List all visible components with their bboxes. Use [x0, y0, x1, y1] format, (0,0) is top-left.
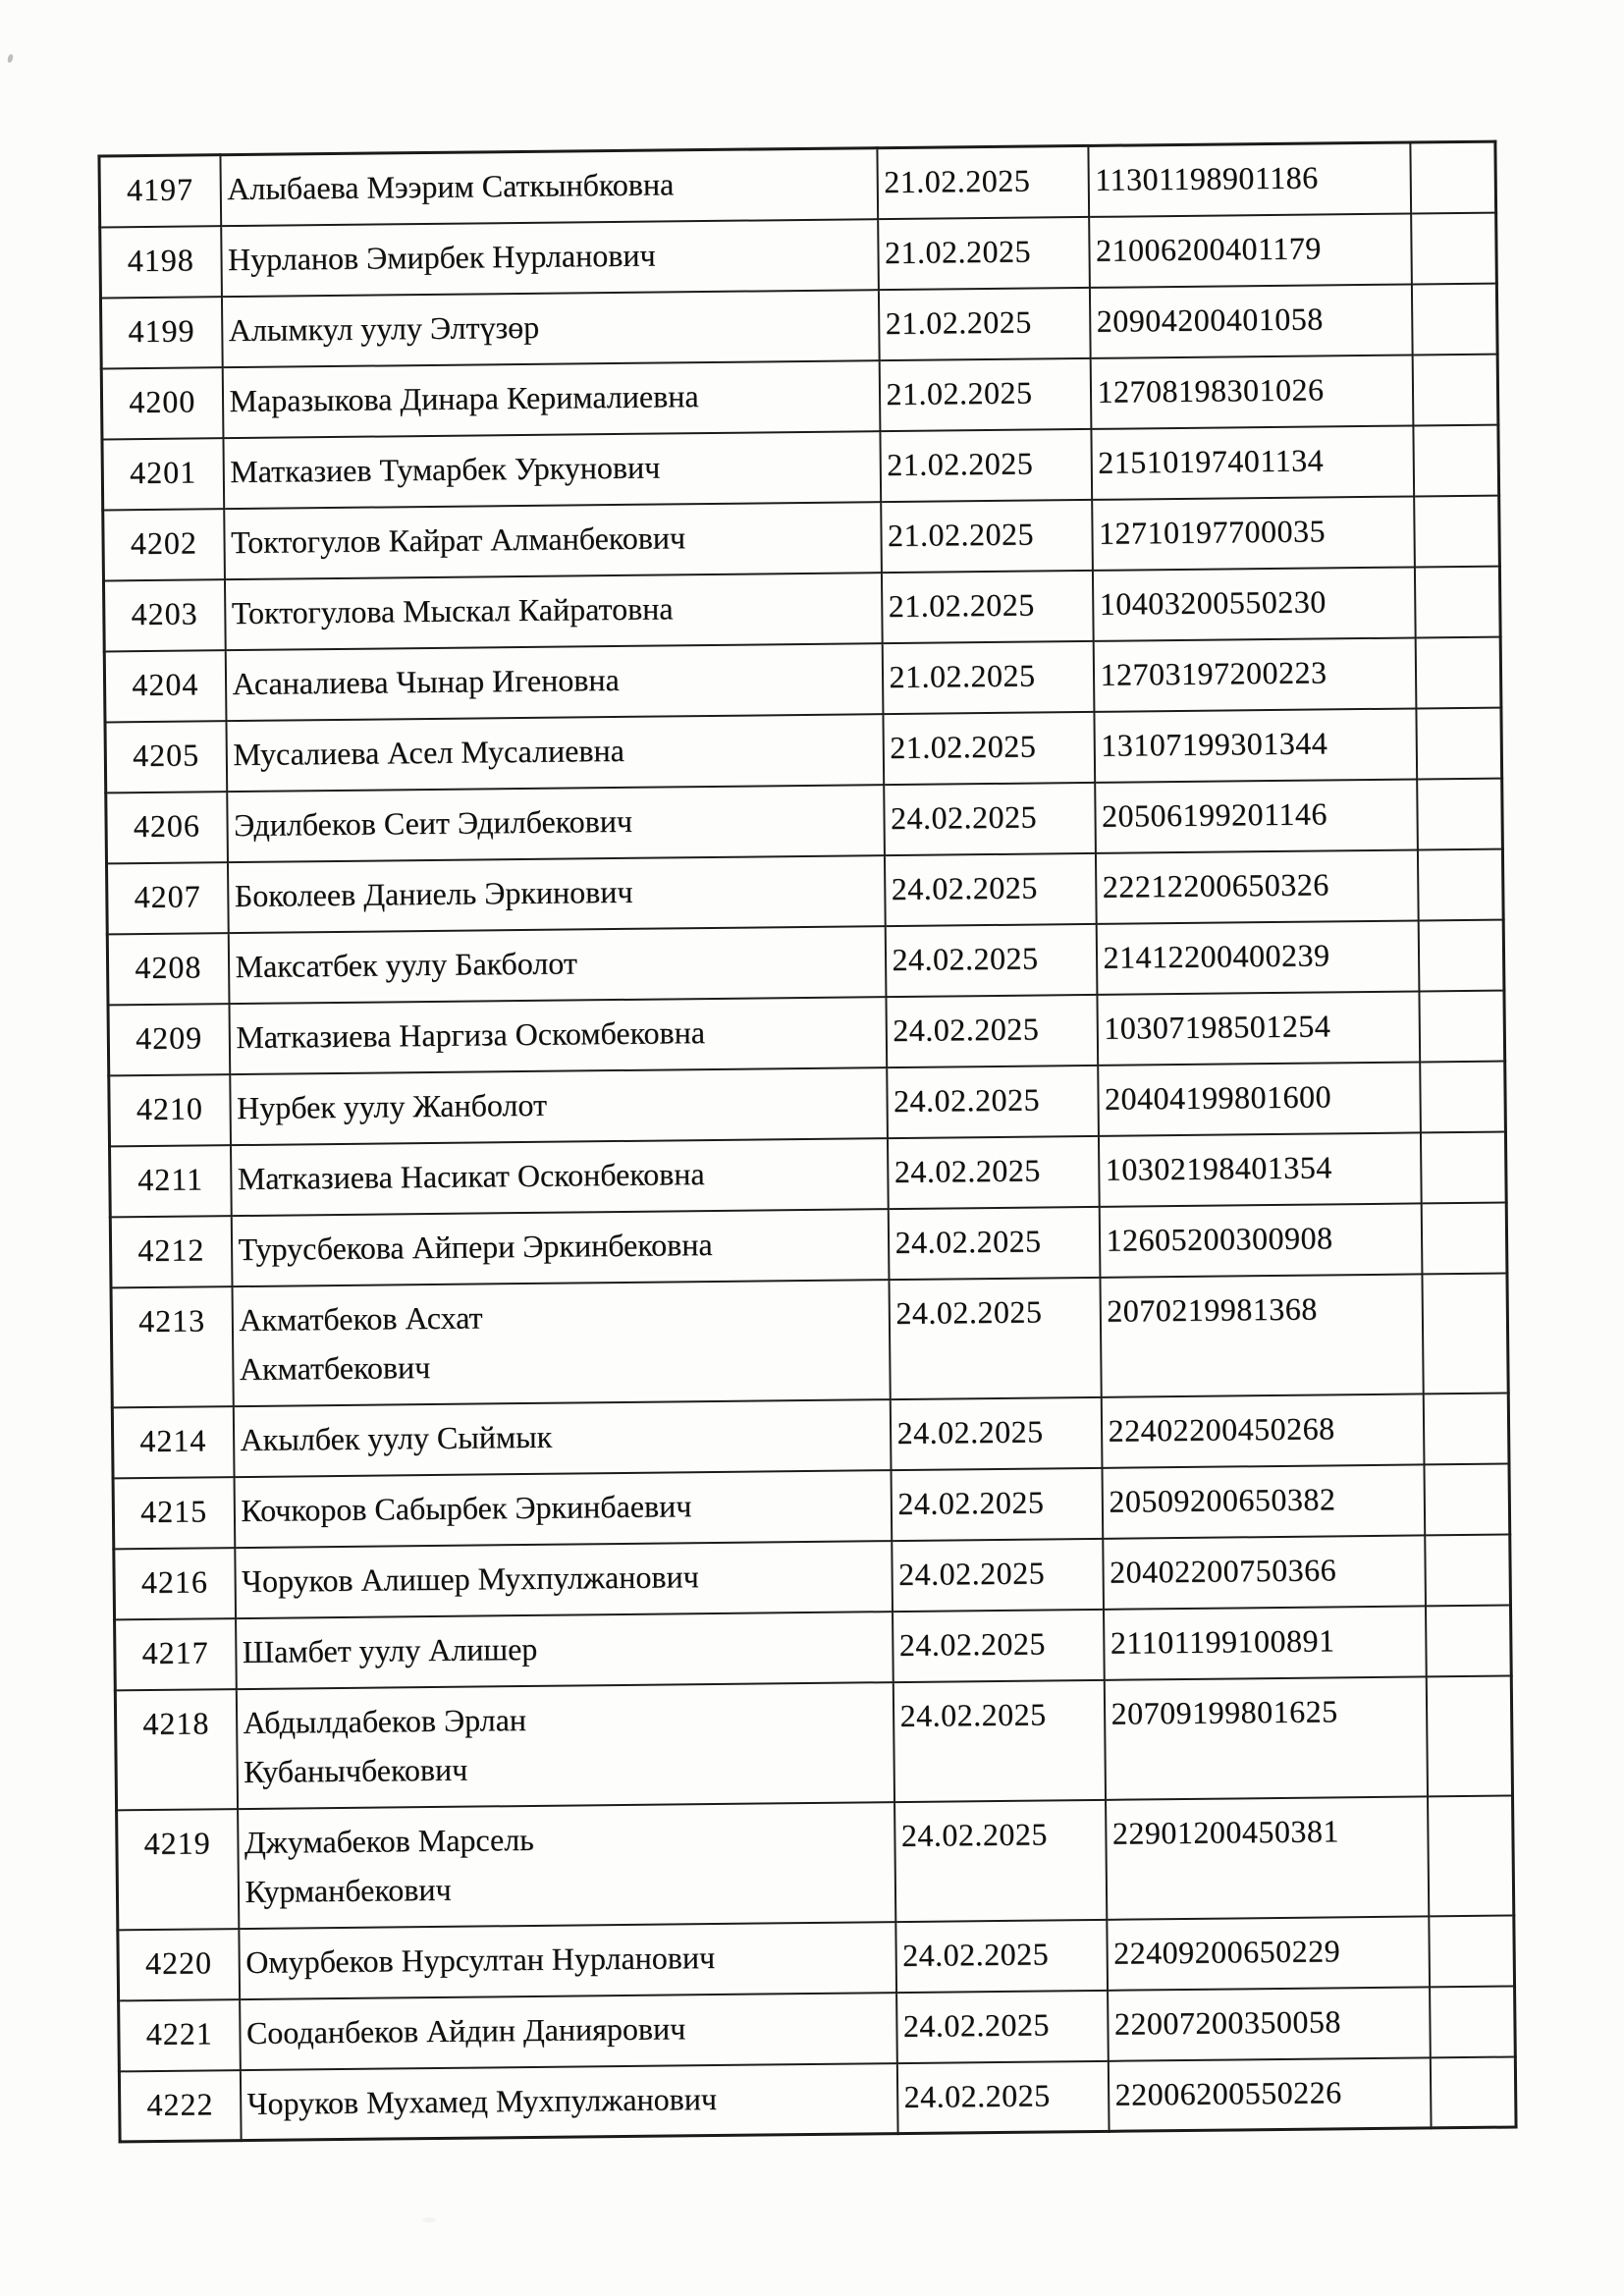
id-number-cell: 20509200650382 — [1102, 1464, 1425, 1538]
row-number-cell: 4222 — [119, 2070, 241, 2142]
name-cell: Матказиев Тумарбек Уркунович — [223, 431, 881, 509]
registry-table — [97, 140, 1517, 2144]
registry-table-wrapper — [97, 140, 1514, 2144]
date-cell: 21.02.2025 — [881, 570, 1093, 642]
empty-cell — [1416, 707, 1502, 779]
empty-cell — [1411, 283, 1497, 355]
empty-cell — [1418, 919, 1504, 991]
row-number-cell: 4216 — [114, 1548, 236, 1619]
id-number-cell: 21510197401134 — [1091, 425, 1414, 499]
date-cell: 21.02.2025 — [880, 428, 1092, 501]
empty-cell — [1421, 1202, 1507, 1274]
row-number-cell: 4205 — [105, 721, 227, 793]
id-number-cell: 10307198501254 — [1097, 991, 1420, 1065]
empty-cell — [1414, 566, 1500, 637]
date-cell: 21.02.2025 — [882, 640, 1094, 713]
name-cell: Матказиева Наргиза Оскомбековна — [229, 997, 887, 1074]
date-cell: 21.02.2025 — [883, 711, 1095, 784]
row-number-cell: 4203 — [103, 579, 225, 651]
empty-cell — [1410, 141, 1496, 213]
name-cell: Максатбек уулу Бакболот — [228, 926, 886, 1004]
empty-cell — [1417, 778, 1503, 849]
id-number-cell: 22402200450268 — [1101, 1394, 1424, 1467]
date-cell: 24.02.2025 — [896, 2060, 1109, 2133]
empty-cell — [1425, 1605, 1511, 1676]
scan-speck — [422, 2217, 436, 2222]
id-number-cell: 12605200300908 — [1099, 1203, 1422, 1277]
row-number-cell: 4219 — [117, 1809, 239, 1930]
empty-cell — [1430, 1986, 1516, 2057]
name-cell: Токтогулов Кайрат Алманбекович — [224, 502, 882, 579]
row-number-cell: 4212 — [110, 1216, 232, 1287]
id-number-cell: 21101199100891 — [1103, 1606, 1426, 1679]
row-number-cell: 4197 — [99, 155, 221, 227]
name-cell: Акылбек уулу Сыймык — [233, 1399, 891, 1477]
empty-cell — [1422, 1273, 1508, 1394]
table-row — [115, 1675, 1512, 1810]
row-number-cell: 4199 — [100, 297, 222, 368]
empty-cell — [1413, 424, 1499, 496]
empty-cell — [1411, 212, 1497, 284]
date-cell: 21.02.2025 — [877, 145, 1089, 218]
id-number-cell: 2070219981368 — [1100, 1274, 1423, 1396]
empty-cell — [1417, 848, 1503, 920]
id-number-cell: 20904200401058 — [1089, 284, 1412, 357]
empty-cell — [1426, 1675, 1512, 1796]
date-cell: 24.02.2025 — [893, 1609, 1105, 1681]
date-cell: 21.02.2025 — [878, 287, 1090, 359]
name-cell: Кочкоров Сабырбек Эркинбаевич — [234, 1470, 892, 1548]
empty-cell — [1419, 990, 1505, 1062]
name-cell: Токтогулова Мыскал Кайратовна — [224, 573, 882, 650]
name-cell: Турусбекова Айпери Эркинбековна — [231, 1209, 889, 1286]
id-number-cell: 13107199301344 — [1094, 708, 1417, 782]
date-cell: 24.02.2025 — [896, 1990, 1109, 2062]
date-cell: 21.02.2025 — [879, 357, 1091, 430]
id-number-cell: 21006200401179 — [1089, 213, 1412, 287]
id-number-cell: 22006200550226 — [1108, 2057, 1431, 2131]
date-cell: 24.02.2025 — [890, 1396, 1102, 1469]
name-cell: Мусалиева Асел Мусалиевна — [226, 714, 884, 792]
row-number-cell: 4209 — [108, 1004, 230, 1075]
empty-cell — [1423, 1393, 1509, 1464]
name-cell: Сооданбеков Айдин Даниярович — [240, 1993, 897, 2070]
name-cell: Нурбек уулу Жанболот — [230, 1067, 888, 1145]
row-number-cell: 4221 — [119, 1999, 241, 2071]
row-number-cell: 4198 — [100, 226, 222, 298]
name-cell: Алыбаева Мээрим Саткынбковна — [220, 148, 878, 226]
id-number-cell: 21412200400239 — [1096, 920, 1419, 994]
name-cell: Чоруков Мухамед Мухпулжанович — [240, 2063, 897, 2141]
date-cell: 24.02.2025 — [889, 1277, 1101, 1398]
table-row — [111, 1273, 1508, 1407]
name-cell: Нурланов Эмирбек Нурланович — [221, 219, 879, 297]
id-number-cell: 12703197200223 — [1093, 637, 1416, 711]
empty-cell — [1415, 636, 1501, 708]
row-number-cell: 4213 — [111, 1286, 233, 1407]
empty-cell — [1430, 2056, 1516, 2128]
scan-speck — [7, 53, 15, 63]
row-number-cell: 4207 — [106, 862, 228, 934]
date-cell: 24.02.2025 — [893, 1679, 1105, 1801]
table-row — [119, 2056, 1516, 2142]
row-number-cell: 4208 — [107, 933, 229, 1005]
id-number-cell: 10302198401354 — [1098, 1132, 1421, 1206]
row-number-cell: 4202 — [103, 509, 225, 580]
date-cell: 24.02.2025 — [887, 1135, 1099, 1208]
name-cell: Шамбет уулу Алишер — [236, 1612, 893, 1689]
id-number-cell: 22212200650326 — [1095, 849, 1418, 923]
name-cell: Омурбеков Нурсултан Нурланович — [239, 1922, 896, 1999]
row-number-cell: 4220 — [118, 1929, 240, 2000]
row-number-cell: 4211 — [110, 1145, 232, 1217]
id-number-cell: 20402200750366 — [1103, 1535, 1426, 1609]
name-cell: Алымкул уулу Элтүзөр — [221, 290, 879, 367]
name-cell: Матказиева Насикат Осконбековна — [231, 1138, 889, 1216]
date-cell: 24.02.2025 — [892, 1538, 1104, 1611]
empty-cell — [1429, 1915, 1515, 1987]
id-number-cell: 10403200550230 — [1092, 567, 1415, 640]
row-number-cell: 4210 — [109, 1074, 231, 1146]
name-cell: Акматбеков Асхат Акматбекович — [232, 1280, 890, 1406]
id-number-cell: 11301198901186 — [1088, 142, 1411, 216]
date-cell: 24.02.2025 — [894, 1799, 1107, 1921]
empty-cell — [1420, 1061, 1506, 1132]
id-number-cell: 20404199801600 — [1098, 1062, 1421, 1135]
name-cell: Эдилбеков Сеит Эдилбекович — [227, 785, 885, 862]
date-cell: 24.02.2025 — [888, 1206, 1100, 1279]
empty-cell — [1428, 1795, 1514, 1916]
empty-cell — [1412, 354, 1498, 425]
date-cell: 24.02.2025 — [887, 1065, 1099, 1137]
date-cell: 24.02.2025 — [886, 994, 1098, 1066]
name-cell: Абдылдабеков Эрлан Кубанычбекович — [236, 1682, 893, 1809]
id-number-cell: 22007200350058 — [1108, 1987, 1431, 2060]
row-number-cell: 4218 — [115, 1689, 237, 1810]
date-cell: 24.02.2025 — [891, 1467, 1103, 1540]
row-number-cell: 4201 — [102, 438, 224, 510]
empty-cell — [1424, 1463, 1510, 1535]
name-cell: Асаналиева Чынар Игеновна — [225, 643, 883, 721]
date-cell: 24.02.2025 — [885, 923, 1097, 996]
row-number-cell: 4204 — [104, 650, 226, 722]
row-number-cell: 4217 — [115, 1618, 237, 1690]
name-cell: Джумабеков Марсель Курманбекович — [238, 1802, 895, 1929]
empty-cell — [1414, 495, 1500, 567]
id-number-cell: 22901200450381 — [1106, 1796, 1429, 1919]
row-number-cell: 4200 — [101, 367, 223, 439]
date-cell: 24.02.2025 — [884, 852, 1096, 925]
name-cell: Чоруков Алишер Мухпулжанович — [235, 1541, 893, 1618]
row-number-cell: 4215 — [113, 1477, 235, 1549]
row-number-cell: 4214 — [112, 1406, 234, 1478]
empty-cell — [1420, 1131, 1506, 1203]
id-number-cell: 12710197700035 — [1092, 496, 1415, 570]
table-row — [117, 1795, 1514, 1930]
name-cell: Маразыкова Динара Керималиевна — [222, 360, 880, 438]
date-cell: 21.02.2025 — [878, 216, 1090, 289]
date-cell: 24.02.2025 — [895, 1919, 1108, 1992]
name-cell: Боколеев Даниель Эркинович — [227, 855, 885, 933]
date-cell: 21.02.2025 — [881, 499, 1093, 572]
date-cell: 24.02.2025 — [884, 782, 1096, 854]
id-number-cell: 12708198301026 — [1090, 355, 1413, 428]
empty-cell — [1425, 1534, 1511, 1606]
id-number-cell: 22409200650229 — [1107, 1916, 1430, 1990]
id-number-cell: 20506199201146 — [1095, 779, 1418, 852]
id-number-cell: 20709199801625 — [1104, 1676, 1427, 1799]
row-number-cell: 4206 — [106, 792, 228, 863]
